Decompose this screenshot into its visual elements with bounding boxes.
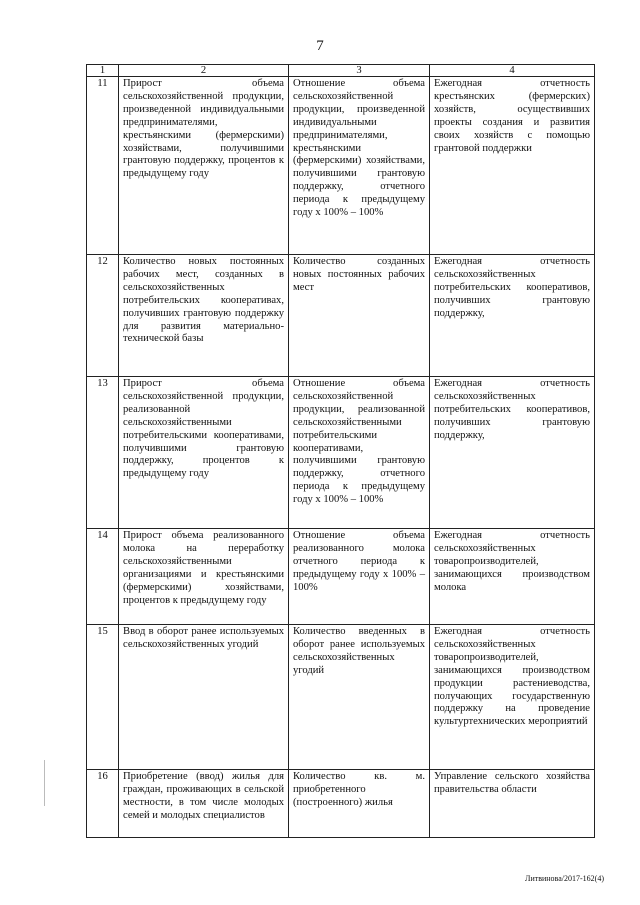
document-footer: Литвинова/2017-162(4) [525,874,604,883]
table-header-row [87,65,595,77]
column-header: 4 [430,65,595,77]
indicators-table [86,64,595,838]
source-cell: Ежегодная отчетность сельскохозяйственных потребительских кооперативов, получивших грантовую поддержку, [430,377,595,529]
source-cell: Ежегодная отчетность сельскохозяйственных товаропроизводителей, занимающихся производством молока [430,529,595,625]
indicator-cell: Прирост объема сельскохозяйственной продукции, реализованной сельскохозяйственными потребительскими кооперативами, получившими грантовую поддержку, процентов к предыдущему году [119,377,289,529]
source-cell: Ежегодная отчетность сельскохозяйственных товаропроизводителей, занимающихся производством продукции растениеводства, получающих государственную поддержку на проведение культуртехнических мероприятий [430,625,595,770]
indicator-cell: Количество новых постоянных рабочих мест, созданных в сельскохозяйственных потребительских кооперативах, получивших грантовую поддержку для развития материально-технической базы [119,255,289,377]
page-number: 7 [316,38,324,54]
formula-cell: Отношение объема сельскохозяйственной продукции, реализованной сельскохозяйственными потребительскими кооперативами, получившими грантовую поддержку, отчетного периода к предыдущему году х 100% – 100% [289,377,430,529]
row-number: 14 [87,529,119,625]
table-row [87,377,595,529]
indicator-cell: Прирост объема сельскохозяйственной продукции, произведенной индивидуальными предпринимателями, крестьянскими (фермерскими) хозяйствами, получившими грантовую поддержку, процентов к предыдущему году [119,77,289,255]
column-header: 2 [119,65,289,77]
source-cell: Управление сельского хозяйства правительства области [430,770,595,838]
formula-cell: Количество введенных в оборот ранее используемых сельскохозяйственных угодий [289,625,430,770]
scan-margin-mark [44,760,45,806]
formula-cell: Количество кв. м. приобретенного (построенного) жилья [289,770,430,838]
source-cell: Ежегодная отчетность крестьянских (фермерских) хозяйств, осуществивших проекты создания и развития своих хозяйств с помощью грантовой поддержки [430,77,595,255]
table-row [87,770,595,838]
row-number: 13 [87,377,119,529]
indicator-cell: Приобретение (ввод) жилья для граждан, проживающих в сельской местности, в том числе молодых семей и молодых специалистов [119,770,289,838]
source-cell: Ежегодная отчетность сельскохозяйственных потребительских кооперативов, получивших грантовую поддержку, [430,255,595,377]
row-number: 11 [87,77,119,255]
row-number: 16 [87,770,119,838]
column-header: 1 [87,65,119,77]
table-row [87,529,595,625]
table-row [87,255,595,377]
column-header: 3 [289,65,430,77]
table-row [87,77,595,255]
formula-cell: Отношение объема сельскохозяйственной продукции, произведенной индивидуальными предпринимателями, крестьянскими (фермерскими) хозяйствами, получившими грантовую поддержку, отчетного периода к предыдущему году х 100% – 100% [289,77,430,255]
indicator-cell: Ввод в оборот ранее используемых сельскохозяйственных угодий [119,625,289,770]
row-number: 12 [87,255,119,377]
indicator-cell: Прирост объема реализованного молока на переработку сельскохозяйственными организациями и крестьянскими (фермерскими) хозяйствами, процентов к предыдущему году [119,529,289,625]
formula-cell: Количество созданных новых постоянных рабочих мест [289,255,430,377]
table-row [87,625,595,770]
formula-cell: Отношение объема реализованного молока отчетного периода к предыдущему году х 100% – 100% [289,529,430,625]
row-number: 15 [87,625,119,770]
